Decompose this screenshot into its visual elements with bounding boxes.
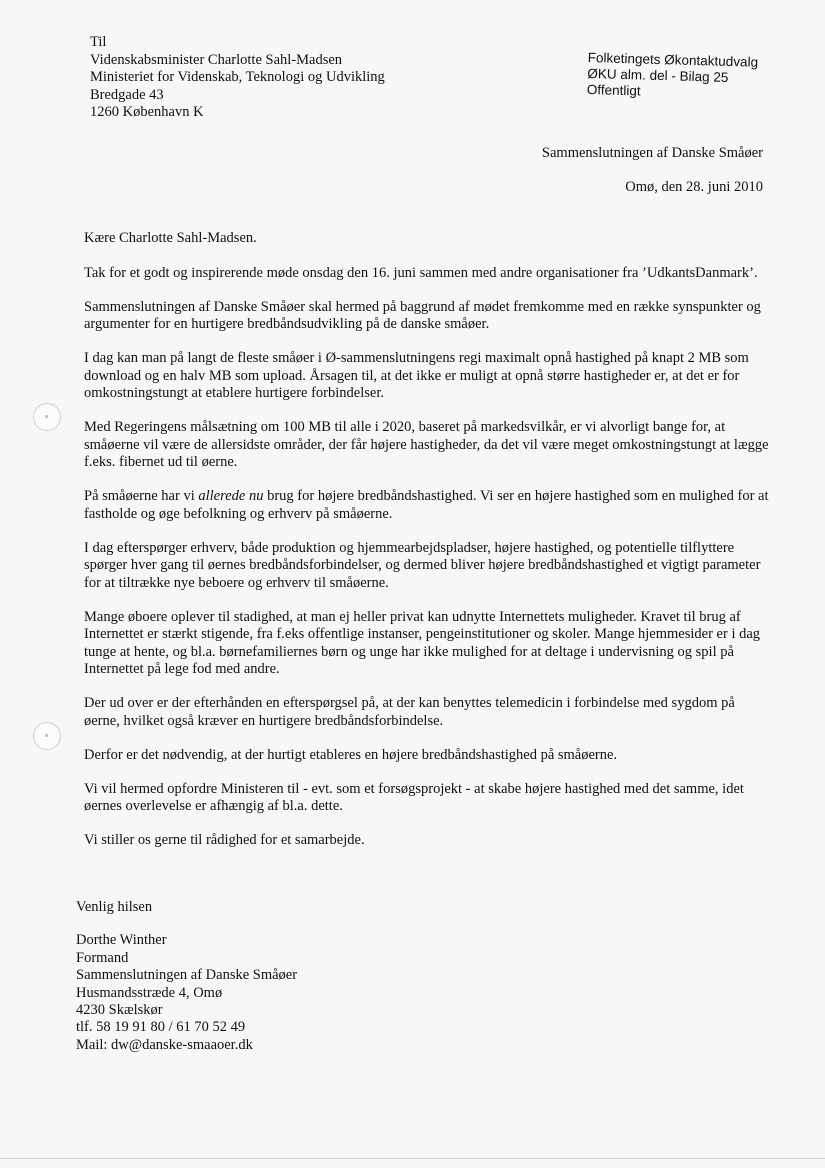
scan-edge-divider [0, 1158, 825, 1159]
recipient-line: Videnskabsminister Charlotte Sahl-Madsen [90, 51, 343, 68]
signature-line: Dorthe Winther [76, 932, 167, 949]
paragraph: Derfor er det nødvendig, at der hurtigt etableres en højere bredbåndshastighed på småøerne. [84, 746, 618, 763]
signature-line: 4230 Skælskør [76, 1002, 163, 1019]
paragraph: Tak for et godt og inspirerende møde onsdag den 16. juni sammen med andre organisationer fra ’UdkantsDanmark’. [84, 264, 758, 281]
paragraph: I dag kan man på langt de fleste småøer i Ø-sammenslutningens regi maximalt opnå hastighed på knapt 2 MB som download og en halv MB som upload. Årsagen til, at det ikke er muligt at opnå større hastigheder er, at det er for omkostningstungt at etablere hurtigere forbindelser. [84, 350, 749, 401]
paragraph-allerede [84, 488, 774, 523]
paragraph: Der ud over er der efterhånden en efterspørgsel på, at der kan benyttes telemedicin i forbindelse med sygdom på øerne, hvilket også kræver en hurtigere bredbåndsforbindelse. [84, 695, 735, 729]
recipient-line: 1260 København K [90, 104, 204, 121]
paragraph-text: På småøerne har vi [84, 488, 199, 504]
paragraph: Vi stiller os gerne til rådighed for et samarbejde. [84, 832, 365, 848]
signature-line: tlf. 58 19 91 80 / 61 70 52 49 [76, 1019, 246, 1036]
punch-hole-icon [33, 722, 61, 750]
stamp-line: Offentligt [586, 81, 641, 99]
recipient-line: Bredgade 43 [90, 86, 164, 103]
signature-block [76, 899, 297, 1054]
signature-line: Formand [76, 949, 129, 966]
paragraph: I dag efterspørger erhverv, både produktion og hjemmearbejdspladser, højere hastighed, og potentielle tilflyttere spørger hver gang til øernes bredbåndsforbindelser, og dermed bliver højere bredbåndshastighed et vigtigt parameter for at tiltrække nye beboere og erhverv til småøerne. [84, 539, 761, 591]
paragraph: Sammenslutningen af Danske Småøer skal hermed på baggrund af mødet fremkomme med en række synspunkter og argumenter for en hurtigere bredbåndsudvikling på de danske småøer. [84, 298, 761, 332]
signature-line: Mail: dw@danske-smaaoer.dk [76, 1036, 253, 1053]
paragraph: Vi vil hermed opfordre Ministeren til - evt. som et forsøgsprojekt - at skabe højere hastighed med det samme, idet øernes overlevelse er afhængig af bl.a. dette. [84, 780, 744, 814]
parliament-stamp [587, 50, 759, 103]
closing: Venlig hilsen [76, 899, 153, 915]
recipient-line: Til [90, 34, 107, 50]
stamp-line: Folketingets Økontaktudvalg [587, 50, 759, 70]
punch-hole-icon [33, 403, 61, 431]
recipient-line: Ministeriet for Videnskab, Teknologi og Udvikling [90, 69, 385, 86]
recipient-address [90, 34, 385, 122]
letter-body [84, 230, 774, 866]
stamp-line: ØKU alm. del - Bilag 25 [587, 65, 729, 85]
paragraph: Mange øboere oplever til stadighed, at man ej heller privat kan udnytte Internettets muligheder. Kravet til brug af Internettet er stærkt stigende, fra f.eks offentlige instanser, pengeinstitutioner og skoler. Mange hjemmesider er i dag tunge at hente, og bl.a. børnefamiliernes børn og unge har ikke mulighed for at deltage i undervisning og spil på Internettet på lege fod med andre. [84, 608, 761, 677]
emphasis-text: allerede nu [198, 488, 264, 504]
sender-organization: Sammenslutningen af Danske Småøer [541, 145, 763, 161]
paragraph: Med Regeringens målsætning om 100 MB til alle i 2020, baseret på markedsvilkår, er vi alvorligt bange for, at småøerne vil være de allersidste områder, der får højere hastigheder, da det vil være meget omkostningstungt at lægge f.eks. fibernet ud til øerne. [84, 419, 769, 470]
signature-line: Husmandsstræde 4, Omø [76, 984, 223, 1001]
signature-line: Sammenslutningen af Danske Småøer [76, 967, 298, 984]
letter-date: Omø, den 28. juni 2010 [625, 179, 763, 195]
salutation: Kære Charlotte Sahl-Madsen. [84, 230, 257, 246]
paragraph-text: brug for højere bredbåndshastighed. Vi ser en højere hastighed som en mulighed for at fastholde og øge befolkning og erhverv på småøerne. [84, 488, 769, 522]
